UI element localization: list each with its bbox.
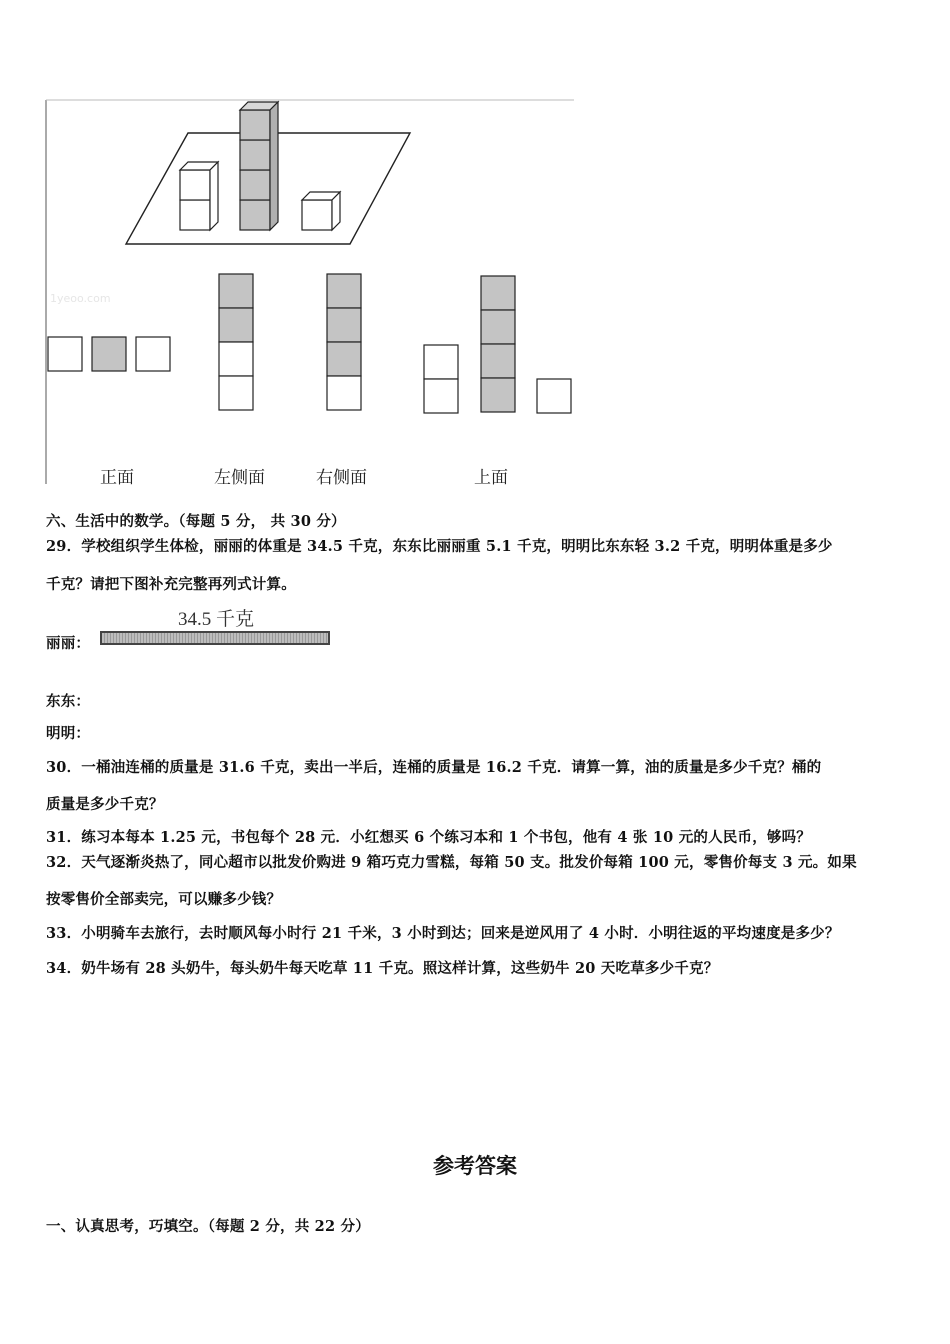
q29-line1: 29．学校组织学生体检，丽丽的体重是 34.5 千克，东东比丽丽重 5.1 千克，明明比东东轻 3.2 千克，明明体重是多少 bbox=[46, 538, 833, 555]
q31-line1: 31．练习本每本 1.25 元，书包每个 28 元．小红想买 6 个练习本和 1 个书包，他有 4 张 10 元的人民币，够吗？ bbox=[46, 829, 811, 846]
q30-line1: 30．一桶油连桶的质量是 31.6 千克，卖出一半后，连桶的质量是 16.2 千克．请算一算，油的质量是多少千克？桶的 bbox=[46, 759, 822, 776]
front-view bbox=[48, 337, 170, 371]
label-front: 正面 bbox=[100, 468, 134, 488]
right-side-view bbox=[327, 274, 361, 410]
left-side-view bbox=[219, 274, 253, 410]
lili-weight-bar bbox=[100, 631, 330, 645]
label-right-side: 右侧面 bbox=[316, 468, 367, 488]
cube-views-figure bbox=[44, 96, 576, 488]
top-view bbox=[424, 276, 571, 413]
cube-stack-left bbox=[180, 162, 218, 230]
label-left-side: 左侧面 bbox=[214, 468, 265, 488]
weight-bar-label: 34.5 千克 bbox=[178, 609, 255, 630]
answer-title: 参考答案 bbox=[433, 1154, 517, 1178]
q32-line1: 32．天气逐渐炎热了，同心超市以批发价购进 9 箱巧克力雪糕，每箱 50 支。批发价每箱 100 元，零售价每支 3 元。如果 bbox=[46, 854, 857, 871]
dongdong-label: 东东： bbox=[46, 693, 91, 710]
mingming-label: 明明： bbox=[46, 725, 91, 742]
q33-line1: 33．小明骑车去旅行，去时顺风每小时行 21 千米，3 小时到达；回来是逆风用了 4 小时．小明往返的平均速度是多少？ bbox=[46, 925, 840, 942]
q29-line2: 千克？请把下图补充完整再列式计算。 bbox=[46, 576, 296, 593]
cube-stack-middle bbox=[240, 102, 278, 230]
q34-line1: 34．奶牛场有 28 头奶牛，每头奶牛每天吃草 11 千克。照这样计算，这些奶牛 20 天吃草多少千克？ bbox=[46, 960, 719, 977]
section-6-heading: 六、生活中的数学。（每题 5 分， 共 30 分） bbox=[46, 513, 346, 530]
lili-label: 丽丽： bbox=[46, 635, 91, 652]
answers-section-1: 一、认真思考，巧填空。（每题 2 分，共 22 分） bbox=[46, 1218, 370, 1235]
watermark: 1yeoo.com bbox=[50, 292, 111, 305]
q30-line2: 质量是多少千克？ bbox=[46, 796, 164, 813]
q32-line2: 按零售价全部卖完，可以赚多少钱？ bbox=[46, 891, 282, 908]
cube-single-right bbox=[302, 192, 340, 230]
label-top: 上面 bbox=[474, 468, 508, 488]
